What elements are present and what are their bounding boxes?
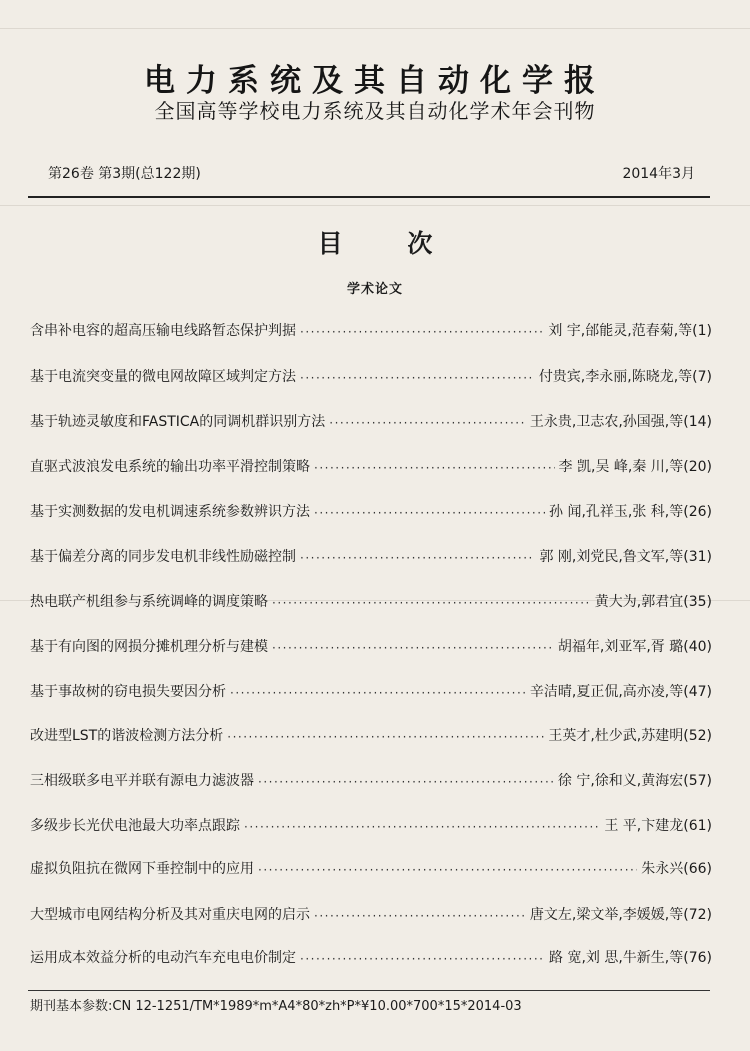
dot-leader — [230, 685, 526, 701]
toc-entry[interactable] — [30, 544, 712, 566]
toc-entry[interactable] — [30, 318, 712, 340]
dot-leader — [314, 460, 555, 476]
dot-leader — [272, 640, 554, 656]
toc-entry-title: 三相级联多电平并联有源电力滤波器 — [30, 773, 254, 789]
toc-entry[interactable] — [30, 723, 712, 745]
toc-entry-title: 基于事故树的窃电损失要因分析 — [30, 684, 226, 700]
toc-entry-title: 运用成本效益分析的电动汽车充电电价制定 — [30, 950, 296, 966]
dot-leader — [227, 729, 544, 745]
toc-entry-title: 基于轨迹灵敏度和FASTICA的同调机群识别方法 — [30, 414, 326, 430]
toc-entry-authors: 王永贵,卫志农,孙国强,等(14) — [529, 414, 712, 430]
toc-entry[interactable] — [30, 454, 712, 476]
toc-entry[interactable] — [30, 589, 712, 611]
issue-number: 第26卷 第3期(总122期) — [48, 166, 201, 182]
toc-entry-authors: 朱永兴(66) — [641, 861, 712, 877]
dot-leader — [258, 774, 554, 790]
toc-entry-authors: 孙 闻,孔祥玉,张 科,等(26) — [549, 504, 712, 520]
toc-entry-title: 含串补电容的超高压输电线路暂态保护判据 — [30, 323, 296, 339]
dot-leader — [272, 595, 591, 611]
section-heading: 学术论文 — [346, 282, 403, 297]
toc-entry-authors: 徐 宁,徐和义,黄海宏(57) — [557, 773, 712, 789]
toc-entry[interactable] — [30, 364, 712, 386]
toc-entry[interactable] — [30, 768, 712, 790]
toc-entry-title: 多级步长光伏电池最大功率点跟踪 — [30, 818, 240, 834]
journal-title: 电力系统及其自动化学报 — [144, 63, 606, 99]
toc-entry-title: 基于电流突变量的微电网故障区域判定方法 — [30, 369, 296, 385]
toc-entry-authors: 辛洁晴,夏正侃,高亦凌,等(47) — [529, 684, 712, 700]
toc-entry[interactable] — [30, 409, 712, 431]
header-rule — [28, 196, 710, 198]
dot-leader — [300, 370, 535, 386]
toc-entry-authors: 郭 刚,刘党民,鲁文军,等(31) — [539, 549, 712, 565]
toc-entry-title: 直驱式波浪发电系统的输出功率平滑控制策略 — [30, 459, 310, 475]
journal-parameters: 期刊基本参数:CN 12-1251/TM*1989*m*A4*80*zh*P*¥10.00*700*15*2014-03 — [30, 999, 522, 1014]
toc-entry[interactable] — [30, 856, 712, 878]
toc-entry-authors: 李 凯,吴 峰,秦 川,等(20) — [558, 459, 712, 475]
toc-entry-title: 虚拟负阻抗在微网下垂控制中的应用 — [30, 861, 254, 877]
toc-entry[interactable] — [30, 634, 712, 656]
toc-entry-title: 基于实测数据的发电机调速系统参数辨识方法 — [30, 504, 310, 520]
toc-entry-title: 基于有向图的网损分摊机理分析与建模 — [30, 639, 268, 655]
dot-leader — [300, 324, 544, 340]
show-through-rule — [0, 205, 750, 206]
toc-entry[interactable] — [30, 679, 712, 701]
dot-leader — [314, 908, 526, 924]
toc-entry[interactable] — [30, 902, 712, 924]
dot-leader — [244, 819, 600, 835]
dot-leader — [314, 505, 545, 521]
journal-subtitle: 全国高等学校电力系统及其自动化学术年会刊物 — [154, 99, 596, 123]
toc-entry[interactable] — [30, 813, 712, 835]
toc-entry-title: 热电联产机组参与系统调峰的调度策略 — [30, 594, 268, 610]
dot-leader — [329, 415, 526, 431]
toc-entry-title: 基于偏差分离的同步发电机非线性励磁控制 — [30, 549, 296, 565]
toc-entry-authors: 王 平,卞建龙(61) — [604, 818, 712, 834]
toc-entry-title: 改进型LST的谐波检测方法分析 — [30, 728, 224, 744]
issue-date: 2014年3月 — [622, 166, 695, 182]
toc-entry-authors: 黄大为,郭君宜(35) — [594, 594, 712, 610]
footer-rule — [28, 990, 710, 991]
toc-entry[interactable] — [30, 945, 712, 967]
toc-heading: 目 次 — [317, 229, 461, 258]
toc-entry[interactable] — [30, 499, 712, 521]
toc-entry-authors: 付贵宾,李永丽,陈晓龙,等(7) — [538, 369, 712, 385]
toc-entry-title: 大型城市电网结构分析及其对重庆电网的启示 — [30, 907, 310, 923]
toc-entry-authors: 胡福年,刘亚军,胥 璐(40) — [557, 639, 712, 655]
toc-entry-authors: 王英才,杜少武,苏建明(52) — [548, 728, 712, 744]
show-through-rule — [0, 28, 750, 29]
dot-leader — [258, 862, 637, 878]
dot-leader — [300, 550, 535, 566]
toc-entry-authors: 刘 宇,邰能灵,范春菊,等(1) — [548, 323, 712, 339]
dot-leader — [300, 951, 545, 967]
toc-entry-authors: 唐文左,梁文举,李媛媛,等(72) — [529, 907, 712, 923]
toc-entry-authors: 路 宽,刘 思,牛新生,等(76) — [549, 950, 712, 966]
